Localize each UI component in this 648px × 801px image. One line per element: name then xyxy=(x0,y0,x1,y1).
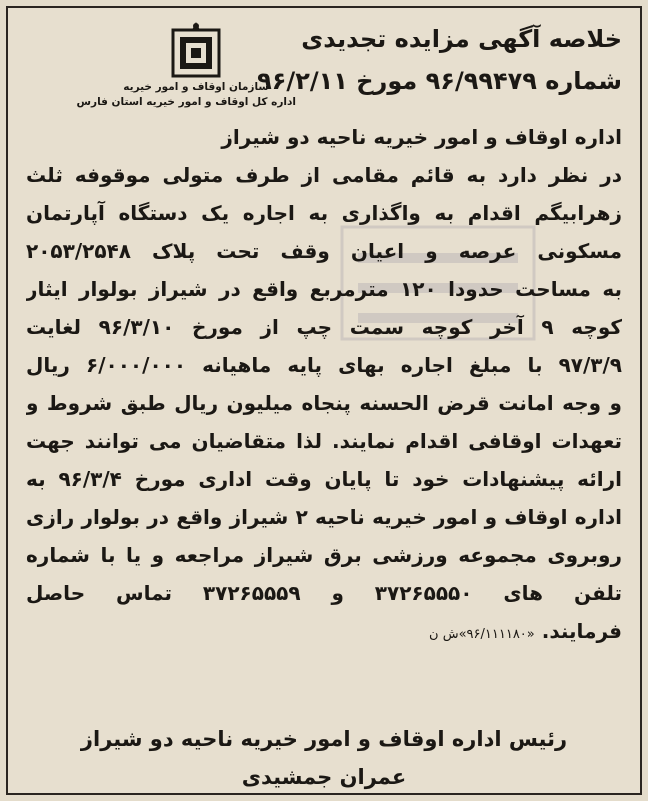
body-line-3: زهرابیگم اقدام به واگذاری به اجاره یک دستگاه آپارتمان xyxy=(26,201,622,225)
body-line-4: مسکونی عرصه و اعیان وقف تحت پلاک ۲۰۵۳/۲۵۴۸ xyxy=(26,239,622,263)
body-line-7: ۹۷/۳/۹ با مبلغ اجاره بهای پایه ماهیانه ۶/۰۰۰/۰۰۰ ریال xyxy=(26,353,622,377)
body-line-6: کوچه ۹ آخر کوچه سمت چپ از مورخ ۹۶/۳/۱۰ لغایت xyxy=(26,315,622,339)
title-block xyxy=(257,18,622,102)
ad-reference-code: «۹۶/۱۱۱۱۸۰»ش ن xyxy=(429,627,535,642)
ad-body xyxy=(26,118,622,654)
org-name-line-1: سازمان اوقاف و امور خیریه xyxy=(123,81,269,93)
awqaf-emblem-icon xyxy=(169,22,223,80)
ad-frame xyxy=(6,6,642,795)
body-line-1: اداره اوقاف و امور خیریه ناحیه دو شیراز xyxy=(221,125,622,149)
body-closing-word: فرمایند. xyxy=(541,619,622,643)
signature-block xyxy=(26,720,622,796)
body-line-12: روبروی مجموعه ورزشی برق شیراز مراجعه و یا با شماره xyxy=(26,543,622,567)
ad-title: خلاصه آگهی مزایده تجدیدی xyxy=(301,25,622,53)
ad-number-date: شماره ۹۶/۹۹۴۷۹ مورخ ۹۶/۲/۱۱ xyxy=(257,67,622,95)
body-line-13: تلفن های ۳۷۲۶۵۵۵۰ و ۳۷۲۶۵۵۵۹ تماس حاصل xyxy=(26,581,622,605)
body-line-11: اداره اوقاف و امور خیریه ناحیه ۲ شیراز واقع در بولوار رازی xyxy=(26,505,622,529)
body-line-10: ارائه پیشنهادات خود تا پایان وقت اداری مورخ ۹۶/۳/۴ به xyxy=(26,467,622,491)
org-name-line-2: اداره کل اوقاف و امور خیریه استان فارس xyxy=(76,96,296,108)
body-line-5: به مساحت حدودا ۱۲۰ مترمربع واقع در شیراز بولوار ایثار xyxy=(26,277,622,301)
signatory-title: رئیس اداره اوقاف و امور خیریه ناحیه دو شیراز xyxy=(80,727,568,751)
body-line-8: و وجه امانت قرض الحسنه پنجاه میلیون ریال طبق شروط و xyxy=(26,391,622,415)
body-last-line xyxy=(26,612,622,654)
body-line-2: در نظر دارد به قائم مقامی از طرف متولی موقوفه ثلث xyxy=(26,163,622,187)
body-line-9: تعهدات اوقافی اقدام نمایند. لذا متقاضیان می توانند جهت xyxy=(26,429,622,453)
signatory-name: عمران جمشیدی xyxy=(241,765,407,789)
